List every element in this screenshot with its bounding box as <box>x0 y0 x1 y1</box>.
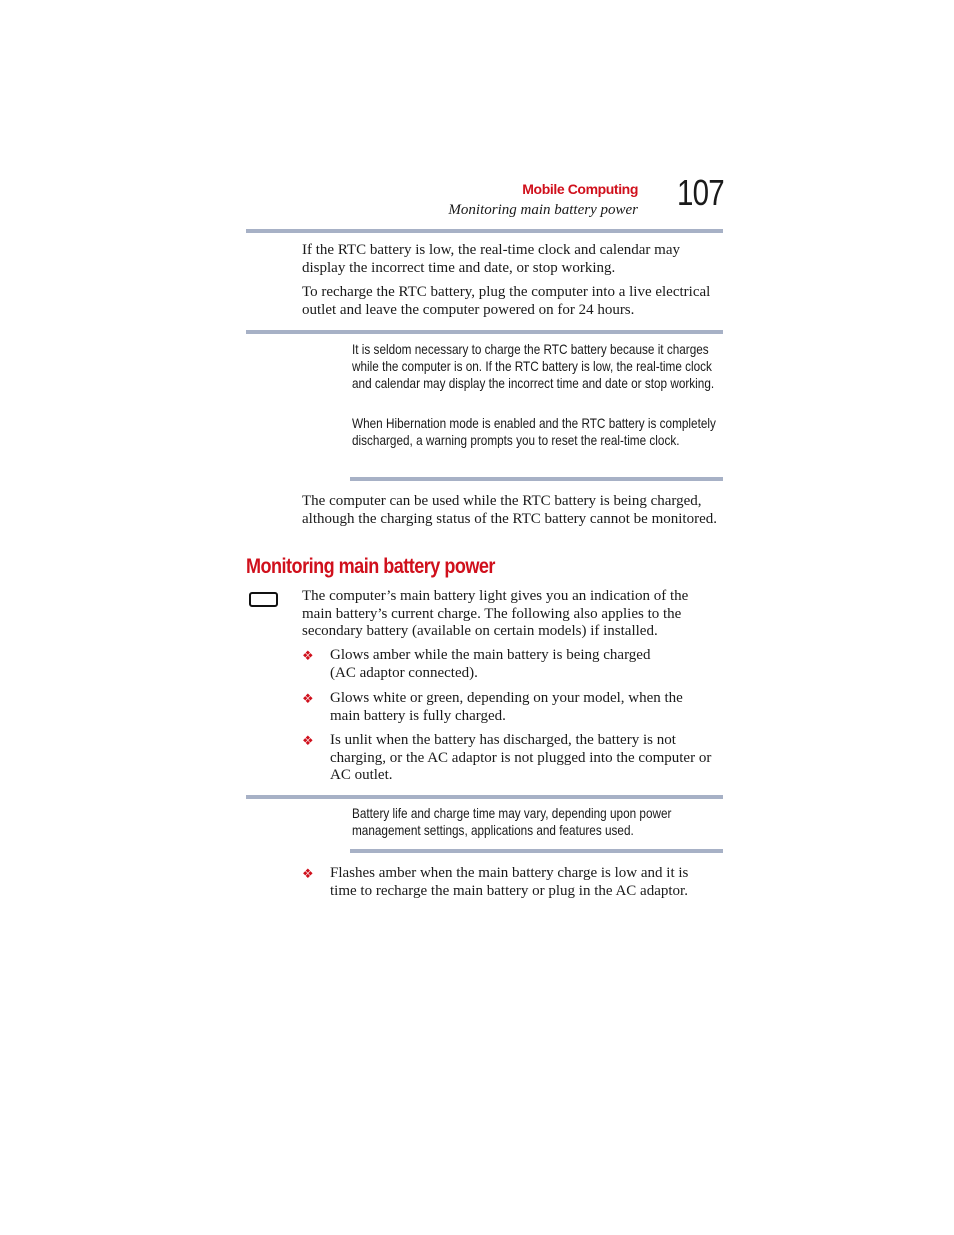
paragraph-rtc-low: If the RTC battery is low, the real-time clock and calendar may display the incorrect time and date, or stop working. <box>302 242 680 276</box>
paragraph-rtc-recharge: To recharge the RTC battery, plug the computer into a live electrical outlet and leave the computer powered on for 24 hours. <box>302 284 711 318</box>
bullet-icon: ❖ <box>302 733 314 748</box>
page-number: 107 <box>677 172 724 213</box>
section-title: Monitoring main battery power <box>448 202 638 218</box>
bullet-icon: ❖ <box>302 691 314 706</box>
note-bottom-rule <box>350 849 723 853</box>
battery-icon <box>249 592 278 607</box>
bullet-icon: ❖ <box>302 648 314 663</box>
paragraph-battery-light: The computer’s main battery light gives you an indication of the main battery’s current charge. The following also applies to the secondary battery (available on certain models) if installed. <box>302 588 689 639</box>
chapter-title: Mobile Computing <box>522 181 638 197</box>
list-item: Flashes amber when the main battery charge is low and it is time to recharge the main battery or plug in the AC adaptor. <box>330 865 689 899</box>
note-hibernation: When Hibernation mode is enabled and the RTC battery is completely discharged, a warning prompts you to reset the real-time clock. <box>352 415 716 448</box>
bullet-icon: ❖ <box>302 866 314 881</box>
list-item: Is unlit when the battery has discharged, the battery is not charging, or the AC adaptor is not plugged into the computer or AC outlet. <box>330 732 712 783</box>
paragraph-rtc-usage: The computer can be used while the RTC battery is being charged, although the charging status of the RTC battery cannot be monitored. <box>302 493 717 527</box>
section-heading: Monitoring main battery power <box>246 555 495 578</box>
note-top-rule <box>246 795 723 799</box>
list-item: Glows white or green, depending on your model, when the main battery is fully charged. <box>330 690 683 724</box>
header-rule <box>246 229 723 233</box>
note-top-rule <box>246 330 723 334</box>
note-bottom-rule <box>350 477 723 481</box>
list-item: Glows amber while the main battery is being charged (AC adaptor connected). <box>330 647 651 681</box>
note-rtc-charge: It is seldom necessary to charge the RTC battery because it charges while the computer is on. If the RTC battery is low, the real-time clock and calendar may display the incorrect time and date or stop working. <box>352 341 715 391</box>
note-battery-life: Battery life and charge time may vary, depending upon power management settings, applications and features used. <box>352 805 672 838</box>
